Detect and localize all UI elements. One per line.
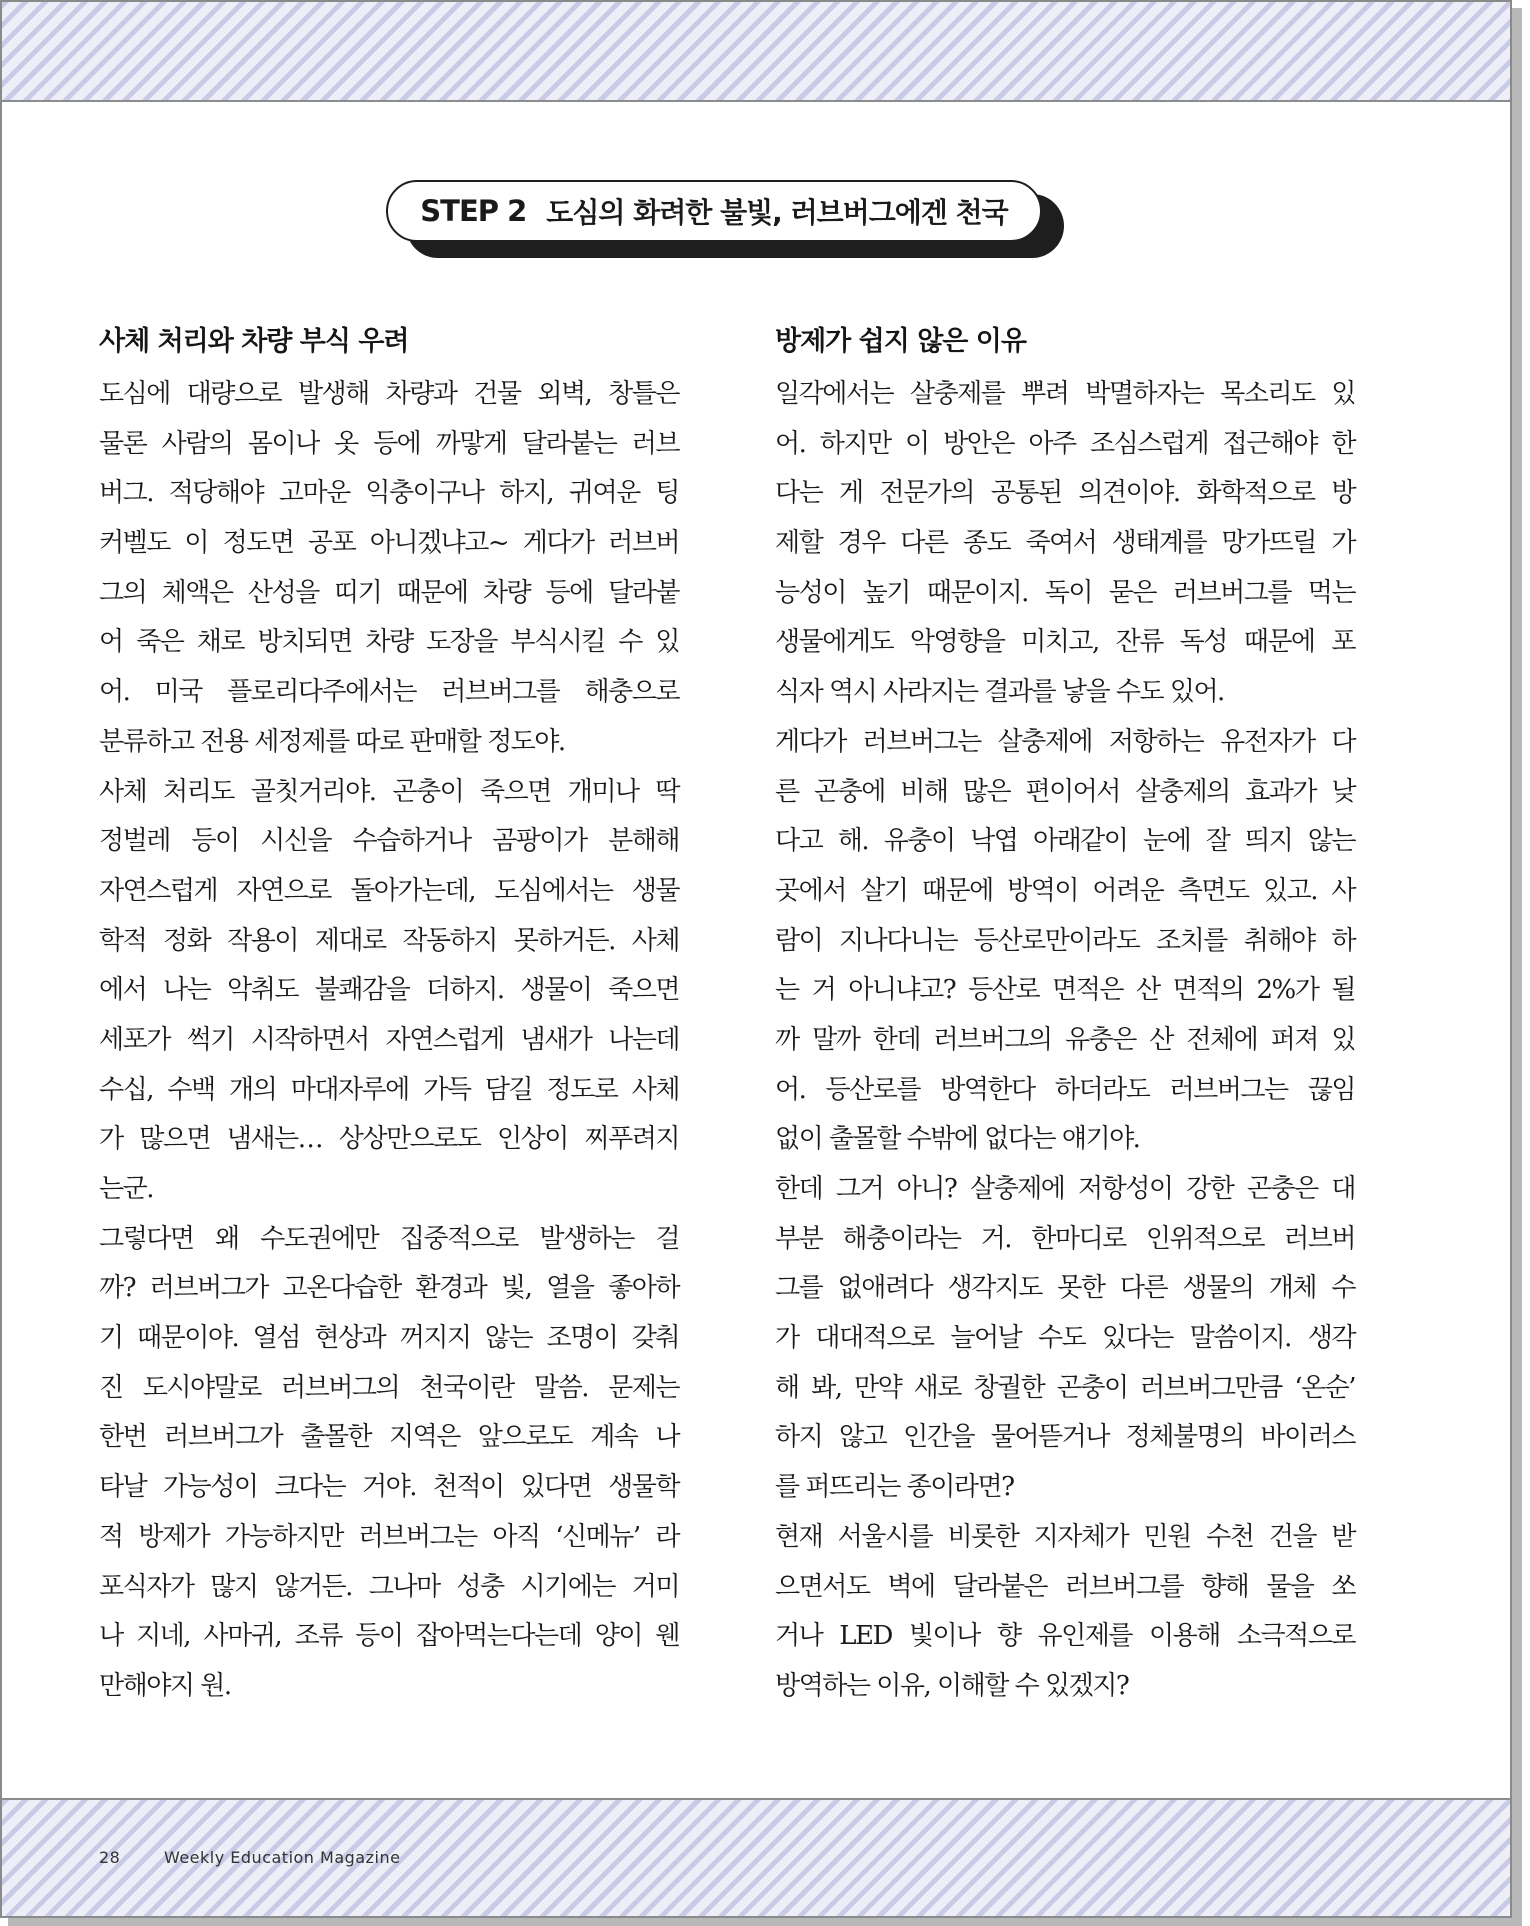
text-line: 현재 서울시를 비롯한 지자체가 민원 수천 건을 받 [775, 1521, 1355, 1552]
text-line: 한데 그거 아니? 살충제에 저항성이 강한 곤충은 대 [775, 1174, 1355, 1204]
text-line: 부분 해충이라는 거. 한마디로 인위적으로 러브버 [775, 1223, 1355, 1254]
text-line: 른 곤충에 비해 많은 편이어서 살충제의 효과가 낮 [775, 776, 1355, 807]
text-line: 어. 하지만 이 방안은 아주 조심스럽게 접근해야 한 [775, 428, 1355, 459]
text-line: 게다가 러브버그는 살충제에 저항하는 유전자가 다 [775, 726, 1355, 757]
text-line: 능성이 높기 때문이지. 독이 묻은 러브버그를 먹는 [775, 577, 1355, 608]
page-shadow-right [1512, 8, 1522, 1926]
text-line: 도심에 대량으로 발생해 차량과 건물 외벽, 창틀은 [99, 379, 679, 409]
text-line: 다는 게 전문가의 공통된 의견이야. 화학적으로 방 [775, 478, 1355, 509]
text-line: 거나 LED 빛이나 향 유인제를 이용해 소극적으로 [775, 1621, 1355, 1652]
page-number: 28 [99, 1848, 121, 1867]
text-line: 없이 출몰할 수밖에 없다는 얘기야. [775, 1124, 1140, 1155]
text-line: 정벌레 등이 시신을 수습하거나 곰팡이가 분해해 [99, 826, 679, 857]
text-line: 생물에게도 악영향을 미치고, 잔류 독성 때문에 포 [775, 627, 1355, 658]
text-line: 는 거 아니냐고? 등산로 면적은 산 면적의 2%가 될 [775, 975, 1355, 1006]
text-line: 까 말까 한데 러브버그의 유충은 산 전체에 퍼져 있 [775, 1024, 1355, 1055]
text-line: 곳에서 살기 때문에 방역이 어려운 측면도 있고. 사 [775, 875, 1355, 906]
page-footer [99, 1848, 400, 1867]
left-column-heading: 사체 처리와 차량 부식 우려 [99, 326, 409, 357]
text-line: 버그. 적당해야 고마운 익충이구나 하지, 귀여운 팅 [99, 478, 679, 509]
page-shadow-bottom [8, 1918, 1522, 1926]
text-line: 까? 러브버그가 고온다습한 환경과 빛, 열을 좋아하 [99, 1273, 679, 1304]
step-label: STEP 2 [420, 194, 527, 228]
step-header [386, 180, 1064, 258]
text-line: 일각에서는 살충제를 뿌려 박멸하자는 목소리도 있 [775, 379, 1355, 409]
text-line: 해 봐, 만약 새로 창궐한 곤충이 러브버그만큼 ‘온순’ [775, 1372, 1355, 1403]
text-line: 으면서도 벽에 달라붙은 러브버그를 향해 물을 쏘 [775, 1571, 1355, 1602]
step-title: 도심의 화려한 불빛, 러브버그에겐 천국 [546, 196, 1008, 229]
text-line: 는군. [99, 1174, 153, 1204]
text-line: 를 퍼뜨리는 종이라면? [775, 1472, 1014, 1503]
text-line: 람이 지나다니는 등산로만이라도 조치를 취해야 하 [775, 925, 1355, 956]
text-line: 나 지네, 사마귀, 조류 등이 잡아먹는다는데 양이 웬 [99, 1621, 679, 1652]
text-line: 수십, 수백 개의 마대자루에 가득 담길 정도로 사체 [99, 1074, 679, 1105]
text-line: 커벨도 이 정도면 공포 아니겠냐고~ 게다가 러브버 [99, 528, 679, 559]
text-line: 적 방제가 가능하지만 러브버그는 아직 ‘신메뉴’ 라 [99, 1521, 679, 1552]
right-column [775, 320, 1355, 1712]
text-line: 어 죽은 채로 방치되면 차량 도장을 부식시킬 수 있 [99, 627, 679, 658]
text-line: 기 때문이야. 열섬 현상과 꺼지지 않는 조명이 갖춰 [99, 1323, 679, 1354]
text-line: 타날 가능성이 크다는 거야. 천적이 있다면 생물학 [99, 1472, 679, 1503]
text-line: 사체 처리도 골칫거리야. 곤충이 죽으면 개미나 딱 [99, 776, 679, 807]
text-line: 다고 해. 유충이 낙엽 아래같이 눈에 잘 띄지 않는 [775, 826, 1355, 857]
text-line: 식자 역시 사라지는 결과를 낳을 수도 있어. [775, 677, 1224, 708]
step-header-pill [386, 180, 1042, 242]
left-column [99, 320, 679, 1712]
text-line: 에서 나는 악취도 불쾌감을 더하지. 생물이 죽으면 [99, 975, 679, 1006]
text-line: 제할 경우 다른 종도 죽여서 생태계를 망가뜨릴 가 [775, 528, 1355, 559]
right-column-heading: 방제가 쉽지 않은 이유 [775, 326, 1026, 357]
text-line: 한번 러브버그가 출몰한 지역은 앞으로도 계속 나 [99, 1422, 679, 1453]
text-line: 방역하는 이유, 이해할 수 있겠지? [775, 1670, 1129, 1701]
text-line: 가 많으면 냄새는… 상상만으로도 인상이 찌푸려지 [99, 1124, 679, 1155]
text-line: 학적 정화 작용이 제대로 작동하지 못하거든. 사체 [99, 925, 679, 956]
text-line: 그의 체액은 산성을 띠기 때문에 차량 등에 달라붙 [99, 577, 679, 608]
text-line: 세포가 썩기 시작하면서 자연스럽게 냄새가 나는데 [99, 1024, 679, 1055]
text-line: 하지 않고 인간을 물어뜯거나 정체불명의 바이러스 [775, 1422, 1355, 1453]
text-line: 그를 없애려다 생각지도 못한 다른 생물의 개체 수 [775, 1273, 1355, 1304]
text-line: 가 대대적으로 늘어날 수도 있다는 말씀이지. 생각 [775, 1323, 1355, 1354]
magazine-name: Weekly Education Magazine [163, 1848, 401, 1867]
text-line: 물론 사람의 몸이나 옷 등에 까맣게 달라붙는 러브 [99, 428, 679, 459]
top-stripe-band [2, 2, 1510, 102]
text-line: 어. 등산로를 방역한다 하더라도 러브버그는 끊임 [775, 1074, 1355, 1105]
text-line: 그렇다면 왜 수도권에만 집중적으로 발생하는 걸 [99, 1223, 679, 1254]
text-line: 어. 미국 플로리다주에서는 러브버그를 해충으로 [99, 677, 679, 708]
text-line: 만해야지 원. [99, 1670, 231, 1701]
text-line: 분류하고 전용 세정제를 따로 판매할 정도야. [99, 726, 565, 757]
text-line: 진 도시야말로 러브버그의 천국이란 말씀. 문제는 [99, 1372, 679, 1403]
text-line: 자연스럽게 자연으로 돌아가는데, 도심에서는 생물 [99, 875, 679, 906]
text-line: 포식자가 많지 않거든. 그나마 성충 시기에는 거미 [99, 1571, 679, 1602]
